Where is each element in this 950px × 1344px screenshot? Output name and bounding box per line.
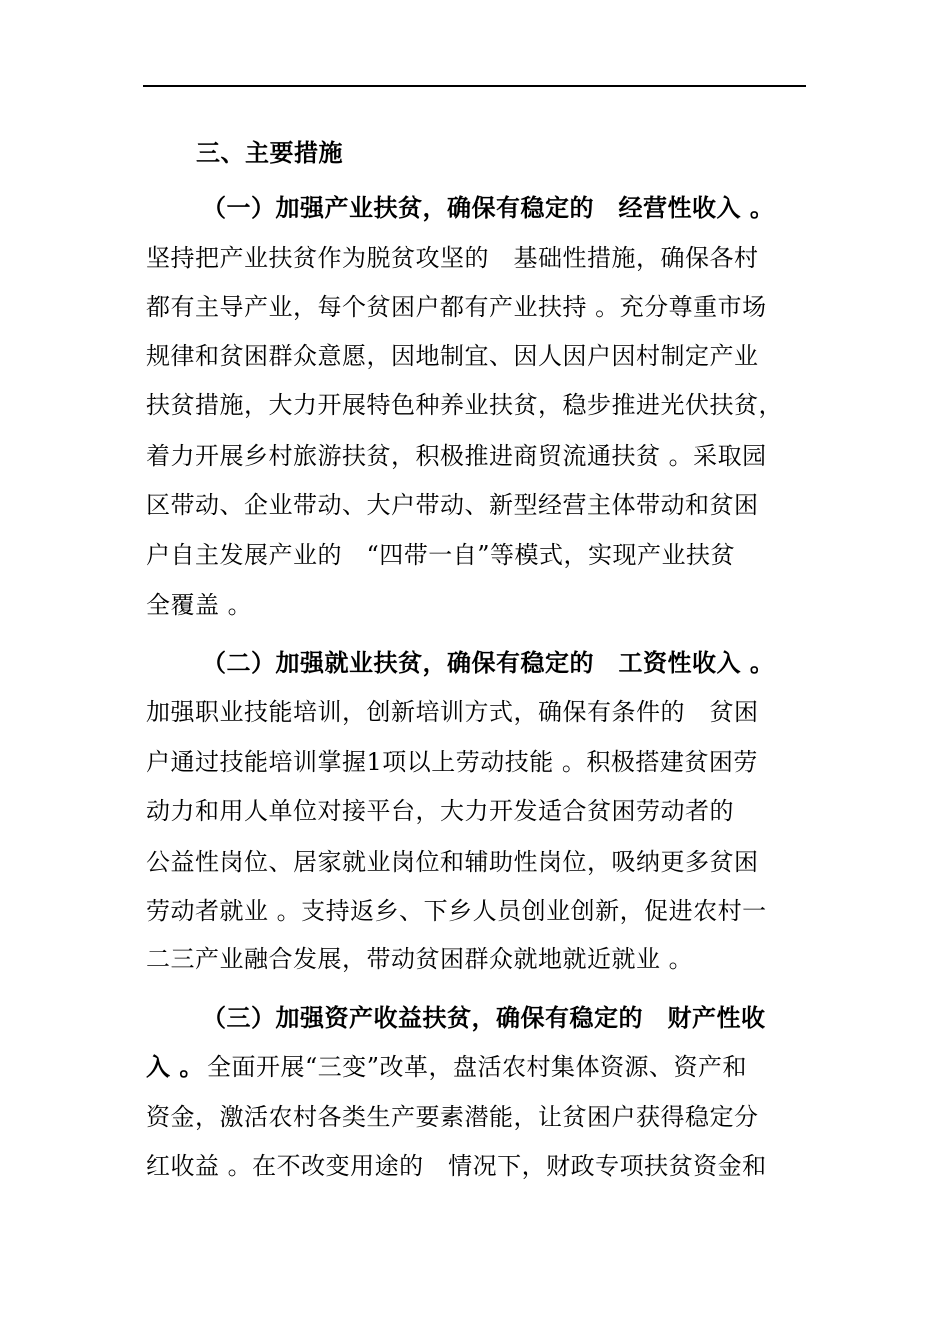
paragraph-line: 都有主导产业，每个贫困户都有产业扶持 。充分尊重市场 bbox=[146, 293, 767, 321]
paragraph-line: 区带动、企业带动、大户带动、新型经营主体带动和贫困 bbox=[146, 491, 759, 519]
paragraph-line: 坚持把产业扶贫作为脱贫攻坚的 基础性措施，确保各村 bbox=[146, 244, 759, 272]
paragraph-line: 户通过技能培训掌握1项以上劳动技能 。积极搭建贫困劳 bbox=[146, 748, 758, 776]
paragraph-line: 二三产业融合发展，带动贫困群众就地就近就业 。 bbox=[146, 945, 694, 973]
paragraph-line: 全覆盖 。 bbox=[146, 591, 253, 619]
paragraph-line: 规律和贫困群众意愿，因地制宜、因人因户因村制定产业 bbox=[146, 342, 759, 370]
paragraph-line: 劳动者就业 。支持返乡、下乡人员创业创新，促进农村一 bbox=[146, 897, 767, 925]
subsection-heading-2: （二）加强就业扶贫，确保有稳定的 工资性收入 。 bbox=[202, 648, 775, 677]
paragraph-line: 红收益 。在不改变用途的 情况下，财政专项扶贫资金和 bbox=[146, 1152, 767, 1180]
paragraph-line: 资金，激活农村各类生产要素潜能，让贫困户获得稳定分 bbox=[146, 1103, 759, 1131]
paragraph-line: 着力开展乡村旅游扶贫，积极推进商贸流通扶贫 。采取园 bbox=[146, 442, 767, 470]
paragraph-line: 户自主发展产业的 “四带一自”等模式，实现产业扶贫 bbox=[146, 541, 736, 569]
paragraph-line: 全面开展“三变”改革，盘活农村集体资源、资产和 bbox=[207, 1053, 748, 1081]
section-heading: 三、主要措施 bbox=[196, 138, 343, 167]
paragraph-line: 动力和用人单位对接平台，大力开发适合贫困劳动者的 bbox=[146, 797, 734, 825]
paragraph-line: 公益性岗位、居家就业岗位和辅助性岗位，吸纳更多贫困 bbox=[146, 848, 759, 876]
paragraph-line: 扶贫措施，大力开展特色种养业扶贫，稳步推进光伏扶贫， bbox=[146, 391, 783, 419]
header-rule bbox=[143, 85, 806, 87]
subsection-heading-3-cont: 入 。 bbox=[146, 1052, 204, 1081]
subsection-heading-1: （一）加强产业扶贫，确保有稳定的 经营性收入 。 bbox=[202, 193, 775, 222]
subsection-heading-3: （三）加强资产收益扶贫，确保有稳定的 财产性收 bbox=[202, 1003, 766, 1032]
paragraph-line: 加强职业技能培训，创新培训方式，确保有条件的 贫困 bbox=[146, 698, 759, 726]
